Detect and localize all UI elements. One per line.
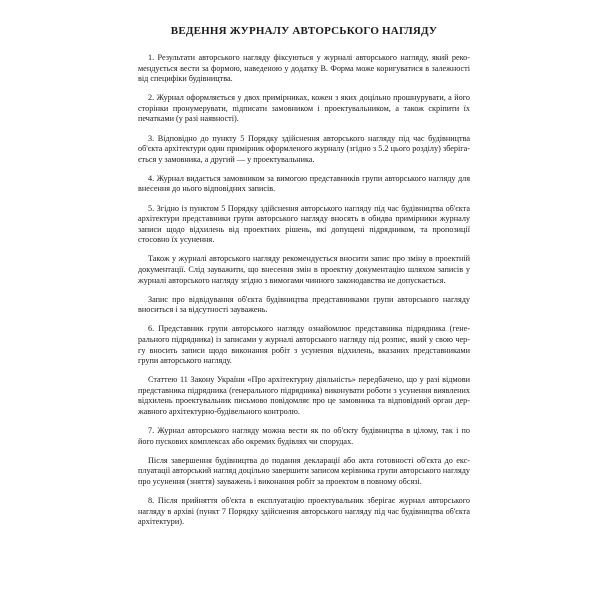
paragraph-8: 6. Представник групи авторського нагляду ознайомлює представника підрядника (генерального підрядника) із записами у журналі авторського нагляду під розпис, який у свою чергу вносить записи щодо виконання робіт з усунення відхилень, вказаних представниками групи авторського нагляду. bbox=[138, 324, 470, 366]
paragraph-5: 5. Згідно із пунктом 5 Порядку здійснення авторського нагляду під час будівництва об'єкта архітектури представники групи авторського нагляду вносять в обидва примірники журналу записи щодо відхилень від проектних рішень, які допущені підрядником, та пропозиції стосовно їх усунення. bbox=[138, 203, 470, 245]
document-title: ВЕДЕННЯ ЖУРНАЛУ АВТОРСЬКОГО НАГЛЯДУ bbox=[170, 25, 438, 37]
paragraph-2: 2. Журнал оформляється у двох примірниках, кожен з яких доцільно прошнурувати, а його сторінки пронумерувати, підписати замовником і проектувальником, а також скріпити їх печатками (у разі наявності). bbox=[138, 93, 470, 124]
paragraph-9: Статтею 11 Закону України «Про архітектурну діяльність» передбачено, що у разі відмови представника підрядника (генерального підрядника) виконувати роботи з усунення виявлених відхилень проектувальник письмово повідомляє про це замовника та відповідний орган державного архітектурно-будівельного контролю. bbox=[138, 375, 470, 417]
paragraph-12: 8. Після прийняття об'єкта в експлуатацію проектувальник зберігає журнал авторського нагляду в архіві (пункт 7 Порядку здійснення авторського нагляду під час будівництва об'єкта архітектури). bbox=[138, 496, 470, 527]
paragraph-11: Після завершення будівництва до подання декларації або акта готовності об'єкта до експлуатації авторський нагляд доцільно завершити записом керівника групи авторського нагляду про усунення (зняття) зауважень і виконання робіт за проектом в повному обсязі. bbox=[138, 455, 470, 486]
paragraph-7: Запис про відвідування об'єкта будівництва представниками групи авторського нагляду вноситься і за відсутності зауважень. bbox=[138, 294, 470, 315]
paragraph-6: Також у журналі авторського нагляду рекомендується вносити запис про зміну в проектній документації. Слід зауважити, що внесення змін в проектну документацію шляхом записів у журналі авторського нагляду згідно з вимогами чинного законодавства не допускається. bbox=[138, 254, 470, 285]
paragraph-10: 7. Журнал авторського нагляду можна вести як по об'єкту будівництва в цілому, так і по його пускових комплексах або окремих будівлях чи спорудах. bbox=[138, 426, 470, 446]
paragraph-3: 3. Відповідно до пункту 5 Порядку здійснення авторського нагляду під час будівництва об'єкта архітектури один примірник оформленого журналу (згідно з 5.2 цього розділу) зберігається у замовника, а другий — у проектувальника. bbox=[138, 133, 470, 164]
document-page bbox=[138, 25, 470, 536]
paragraph-1: 1. Результати авторського нагляду фіксуються у журналі авторського нагляду, який рекомендується вести за формою, наведеною у додатку В. Форма може коригуватися в залежності від специфіки будівництва. bbox=[138, 53, 470, 84]
paragraph-4: 4. Журнал видається замовником за вимогою представників групи авторського нагляду для внесення до нього відповідних записів. bbox=[138, 173, 470, 194]
